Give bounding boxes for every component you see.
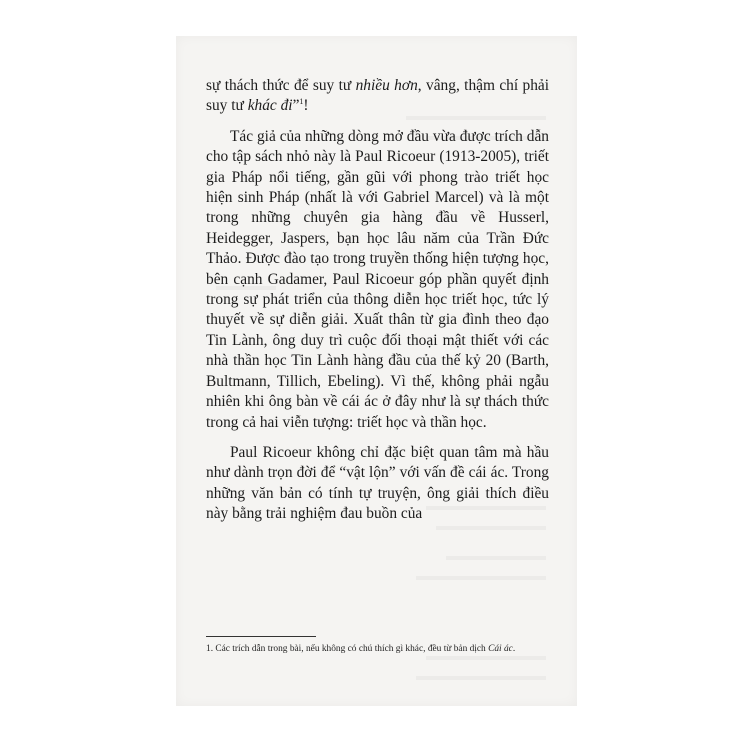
body-text xyxy=(206,76,549,525)
p1-emphasis-1: nhiều hơn xyxy=(355,77,418,94)
footnote-reference[interactable]: 1 xyxy=(299,97,304,107)
paragraph-3: Paul Ricoeur không chỉ đặc biệt quan tâm mà hầu như dành trọn đời để “vật lộn” với vấn đề cái ác. Trong những văn bản có tính tự truyện, ông giải thích điều này bằng trải nghiệm đau buồn của xyxy=(206,443,549,523)
footnote-text: 1. Các trích dẫn trong bài, nếu không có chú thích gì khác, đều từ bản dịch xyxy=(206,644,489,654)
footnote xyxy=(206,643,551,656)
p1-text-c: ” xyxy=(292,97,300,115)
footnote-title: Cái ác xyxy=(488,644,513,654)
p1-emphasis-2: khác đi xyxy=(247,97,293,115)
paragraph-1 xyxy=(206,76,549,117)
p1-text-b: , vâng, thậm chí phải suy tư xyxy=(206,77,549,115)
p1-text-d: ! xyxy=(303,97,309,115)
paragraph-2: Tác giả của những dòng mở đầu vừa được trích dẫn cho tập sách nhỏ này là Paul Ricoeur (1913-2005), triết gia Pháp nổi tiếng, gần gũi với phong trào triết học hiện sinh Pháp (nhất là với Gabriel Marcel) và là một trong những chuyên gia hàng đầu về Husserl, Heidegger, Jaspers, bạn học lâu năm của Trần Đức Thảo. Được đào tạo trong truyền thống hiện tượng học, bên cạnh Gadamer, Paul Ricoeur góp phần quyết định trong sự phát triển của thông diễn học triết học, tức lý thuyết về sự diễn giải. Xuất thân từ gia đình theo đạo Tin Lành, ông duy trì cuộc đối thoại mật thiết với các nhà thần học Tin Lành hàng đầu của thế kỷ 20 (Barth, Bultmann, Tillich, Ebeling). Vì thế, không phải ngẫu nhiên khi ông bàn về cái ác ở đây như là sự thách thức trong cả hai viễn tượng: triết học và thần học. xyxy=(206,127,549,431)
footnote-divider xyxy=(206,636,316,637)
footnote-end: . xyxy=(512,644,516,654)
p1-text-a: sự thách thức để suy tư xyxy=(206,77,356,94)
book-page xyxy=(176,36,577,706)
